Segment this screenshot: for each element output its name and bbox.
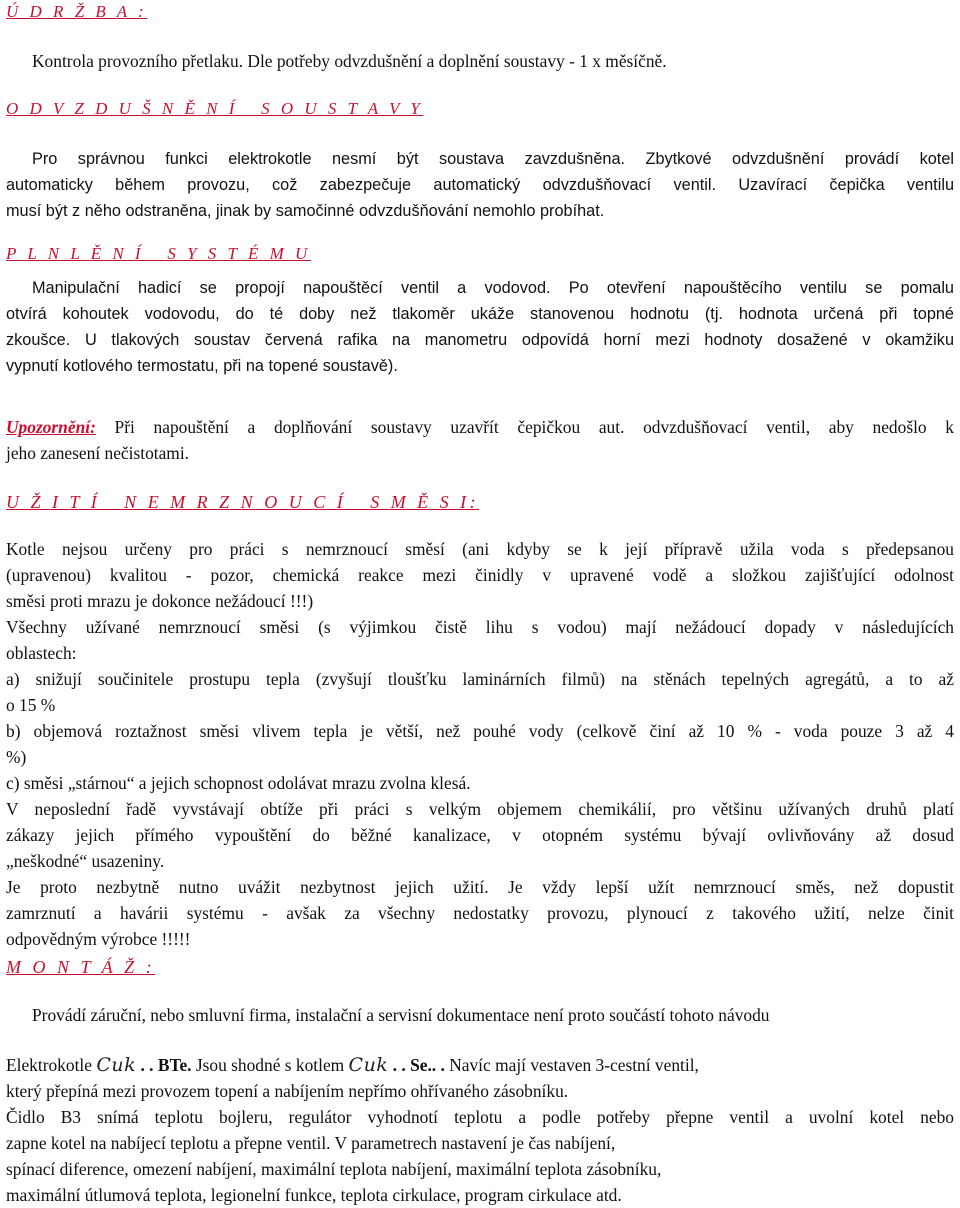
text-line: odpovědným výrobce !!!!! <box>6 929 191 949</box>
text-line <box>6 1052 954 1078</box>
text-line: směsi proti mrazu je dokonce nežádoucí !!!) <box>6 591 314 611</box>
antifreeze-text <box>6 536 954 952</box>
text-line: Všechny užívané nemrznoucí směsi (s výjimkou čistě lihu s vodou) mají nežádoucí dopady v následujících <box>6 617 954 637</box>
text-line: automaticky během provozu, což zabezpečuje automatický odvzdušňovací ventil. Uzavírací čepička ventilu <box>6 176 954 194</box>
warning-line <box>6 414 954 440</box>
text-line: c) směsi „stárnou“ a jejich schopnost odolávat mrazu zvolna klesá. <box>6 773 471 793</box>
text-line: a) snižují součinitele prostupu tepla (zvyšují tloušťku laminárních filmů) na stěnách tepelných agregátů, a to až <box>6 669 954 689</box>
text-line: který přepíná mezi provozem topení a nabíjením nepřímo ohřívaného zásobníku. <box>6 1081 569 1101</box>
text-line: %) <box>6 747 27 767</box>
text-line: „neškodné“ usazeniny. <box>6 851 165 871</box>
heading-assembly: M O N T Á Ž : <box>6 957 156 977</box>
heading-antifreeze: U Ž I T Í N E M R Z N O U C Í S M Ě S I: <box>6 492 480 512</box>
text-line: oblastech: <box>6 643 77 663</box>
heading-filling: P L N L Ě N Í S Y S T É M U <box>6 244 311 263</box>
electro-text-c: Jsou shodné s kotlem <box>191 1055 349 1075</box>
heading-venting: O D V Z D U Š N Ě N Í S O U S T A V Y <box>6 99 424 118</box>
text-line: zkoušce. U tlakových soustav červená rafika na manometru odpovídá horní mezi hodnoty dosažené v okamžiku <box>6 331 954 349</box>
assembly-text <box>6 1002 960 1028</box>
text-line: musí být z něho odstraněna, jinak by samočinné odvzdušňování nemohlo probíhat. <box>6 202 605 220</box>
text-line: vypnutí kotlového termostatu, při na topené soustavě). <box>6 357 398 375</box>
brand-logo: Cuk <box>96 1054 137 1076</box>
text-line: zapne kotel na nabíjecí teplotu a přepne ventil. V parametrech nastavení je čas nabíjení, <box>6 1133 616 1153</box>
warning-line-2: jeho zanesení nečistotami. <box>6 443 190 463</box>
text-line: maximální útlumová teplota, legionelní funkce, teplota cirkulace, program cirkulace atd. <box>6 1185 622 1205</box>
electro-text-a: Elektrokotle <box>6 1055 97 1075</box>
text-line: (upravenou) kvalitou - pozor, chemická reakce mezi činidly v upravené vodě a složkou zajišťující odolnost <box>6 565 954 585</box>
warning-text: Při napouštění a doplňování soustavy uzavřít čepičkou aut. odvzdušňovací ventil, aby nedošlo k <box>95 417 954 437</box>
text-line: Kotle nejsou určeny pro práci s nemrznoucí směsí (ani kdyby se k její přípravě užila voda s předepsanou <box>6 539 954 559</box>
electro-text-e: Navíc mají vestaven 3-cestní ventil, <box>444 1055 699 1075</box>
venting-text <box>6 146 954 224</box>
text-line: o 15 % <box>6 695 56 715</box>
text-line: b) objemová roztažnost směsi vlivem tepla je větší, než pouhé vody (celkově činí až 10 % - voda pouze 3 až 4 <box>6 721 954 741</box>
text-line: spínací diference, omezení nabíjení, maximální teplota nabíjení, maximální teplota zásobníku, <box>6 1159 662 1179</box>
brand-logo-2: Cuk <box>348 1054 389 1076</box>
model-se: . . Se.. . <box>388 1055 445 1075</box>
text-line: Čidlo B3 snímá teplotu bojleru, regulátor vyhodnotí teplotu a podle potřeby přepne ventil a uvolní kotel nebo <box>6 1107 954 1127</box>
model-bte: . . BTe. <box>136 1055 192 1075</box>
text-line: zamrznutí a havárii systému - avšak za všechny nedostatky provozu, plynoucí z takového užití, nelze činit <box>6 903 954 923</box>
text-line: otvírá kohoutek vodovodu, do té doby než tlakoměr ukáže stanovenou hodnotu (tj. hodnota určená při topné <box>6 305 954 323</box>
text-line: Manipulační hadicí se propojí napouštěcí ventil a vodovod. Po otevření napouštěcího ventilu se pomalu <box>32 279 954 297</box>
electro-text <box>6 1052 954 1208</box>
filling-text <box>6 275 954 379</box>
text-line: Pro správnou funkci elektrokotle nesmí být soustava zavzdušněna. Zbytkové odvzdušnění provádí kotel <box>32 150 954 168</box>
warning-label: Upozornění: <box>6 417 96 437</box>
text-line: V neposlední řadě vyvstávají obtíže při práci s velkým objemem chemikálií, pro většinu užívaných druhů platí <box>6 799 954 819</box>
text-line: Provádí záruční, nebo smluvní firma, instalační a servisní dokumentace není proto součástí tohoto návodu <box>32 1005 770 1025</box>
text-line: zákazy jejich přímého vypouštění do běžné kanalizace, v otopném systému bývají ovlivňovány až dosud <box>6 825 954 845</box>
maintenance-text <box>6 48 960 74</box>
text-line: Je proto nezbytně nutno uvážit nezbytnost jejich užití. Je vždy lepší užít nemrznoucí směs, než dopustit <box>6 877 954 897</box>
text-line: Kontrola provozního přetlaku. Dle potřeby odvzdušnění a doplnění soustavy - 1 x měsíčně. <box>32 51 667 71</box>
filling-warning <box>6 414 954 466</box>
heading-maintenance: Ú D R Ž B A : <box>6 2 148 21</box>
